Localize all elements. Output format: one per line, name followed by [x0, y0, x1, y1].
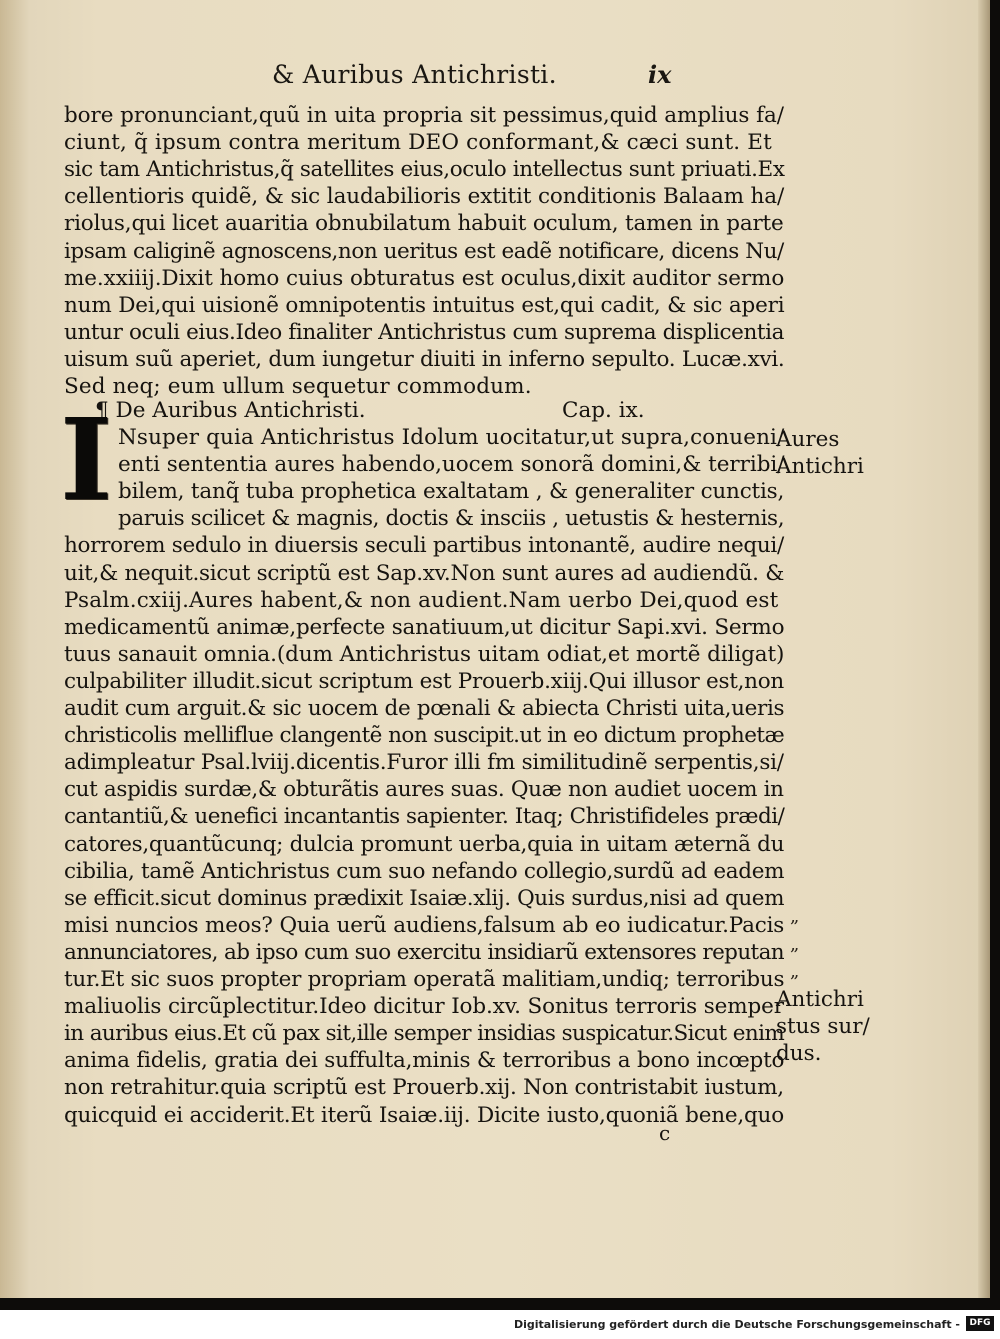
folio-number: ix	[648, 60, 672, 89]
text-line: cibilia, tamẽ Antichristus cum suo nefando collegio,surdũ ad eadem	[64, 858, 785, 884]
text-line: tuus sanauit omnia.(dum Antichristus uitam odiat,et mortẽ diligat)	[64, 641, 785, 667]
text-line: ipsam caliginẽ agnoscens,non ueritus est eadẽ notificare, dicens Nu/	[64, 238, 784, 264]
margin-note-surdus-3: dus.	[776, 1041, 822, 1066]
text-line: enti sententia aures habendo,uocem sonorã domini,& terribi/	[118, 452, 785, 478]
text-line: anima fidelis, gratia dei suffulta,minis & terroribus a bono incœpto	[64, 1048, 785, 1074]
footer-credit: Digitalisierung gefördert durch die Deutsche Forschungsgemeinschaft -	[513, 1318, 960, 1331]
text-line: quicquid ei acciderit.Et iterũ Isaiæ.iij. Dicite iusto,quoniã bene,quo	[64, 1102, 784, 1128]
text-line: adimpleatur Psal.lviij.dicentis.Furor illi fm similitudinẽ serpentis,si/	[64, 750, 784, 776]
margin-note-aures-2: Antichri	[776, 454, 864, 479]
text-line: bore pronunciant,quũ in uita propria sit pessimus,quid amplius fa/	[64, 103, 784, 128]
chapter-label: Cap. ix.	[562, 398, 645, 423]
margin-quote-mark: „	[790, 961, 800, 982]
page-edge	[978, 0, 990, 1298]
text-line: Nsuper quia Antichristus Idolum uocitatur,ut supra,conueni/	[118, 425, 785, 450]
text-line: maliuolis circũplectitur.Ideo dicitur Iob.xv. Sonitus terroris semper	[64, 994, 784, 1020]
text-line: christicolis melliflue clangentẽ non suscipit.ut in eo dictum prophetæ	[64, 723, 785, 749]
text-line: me.xxiiij.Dixit homo cuius obturatus est oculus,dixit auditor sermo	[64, 265, 785, 291]
text-line: cut aspidis surdæ,& obturãtis aures suas. Quæ non audiet uocem in	[64, 777, 784, 803]
text-line: ciunt, q̃ ipsum contra meritum DEO conformant,& cæci sunt. Et	[64, 130, 772, 156]
text-line: num Dei,qui uisionẽ omnipotentis intuitus est,qui cadit, & sic aperi	[64, 292, 785, 318]
margin-note-surdus-1: Antichri	[776, 987, 864, 1012]
text-line: cellentioris quidẽ, & sic laudabilioris extitit conditionis Balaam ha/	[64, 184, 785, 210]
catchword-signature: c	[659, 1121, 671, 1145]
text-line: non retrahitur.quia scriptũ est Prouerb.xij. Non contristabit iustum,	[64, 1075, 784, 1101]
text-line: catores,quantũcunq; dulcia promunt uerba,quia in uitam æternã du	[64, 831, 785, 857]
text-line: audit cum arguit.& sic uocem de pœnali & abiecta Christi uita,ueris	[64, 696, 785, 721]
text-line: culpabiliter illudit.sicut scriptum est Prouerb.xiij.Qui illusor est,non	[64, 668, 784, 694]
text-line: bilem, tanq̃ tuba prophetica exaltatam , & generaliter cunctis,	[118, 479, 785, 505]
text-line: untur oculi eius.Ideo finaliter Antichristus cum suprema displicentia	[64, 319, 785, 345]
text-line: horrorem sedulo in diuersis seculi partibus intonantẽ, audire nequi/	[64, 533, 784, 559]
text-line: cantantiũ,& uenefici incantantis sapienter. Itaq; Christifideles prædi/	[64, 804, 785, 830]
running-head-title: & Auribus Antichristi.	[272, 60, 557, 89]
text-line: Sed neq; eum ullum sequetur commodum.	[64, 374, 532, 399]
text-line: medicamentũ animæ,perfecte sanatiuum,ut dicitur Sapi.xvi. Sermo	[64, 614, 785, 640]
text-line: sic tam Antichristus,q̃ satellites eius,oculo intellectus sunt priuati.Ex	[64, 157, 785, 183]
text-line: se efficit.sicut dominus prædixit Isaiæ.xlij. Quis surdus,nisi ad quem	[64, 885, 785, 911]
chapter-title: ¶ De Auribus Antichristi.	[95, 398, 366, 423]
dfg-logo: DFG	[966, 1316, 994, 1331]
text-line: uit,& nequit.sicut scriptũ est Sap.xv.Non sunt aures ad audiendũ. &	[64, 560, 785, 586]
margin-quote-mark: „	[790, 906, 800, 927]
text-line: uisum suũ aperiet, dum iungetur diuiti in inferno sepulto. Lucæ.xvi.	[64, 346, 785, 372]
margin-note-aures-1: Aures	[776, 427, 840, 452]
digitization-footer	[0, 1310, 1000, 1339]
text-line: paruis scilicet & magnis, doctis & insciis , uetustis & hesternis,	[118, 506, 785, 532]
margin-note-surdus-2: stus sur/	[776, 1014, 870, 1039]
margin-quote-mark: „	[790, 934, 800, 955]
text-line: in auribus eius.Et cũ pax sit,ille semper insidias suspicatur.Sicut enim	[64, 1021, 785, 1047]
text-line: misi nuncios meos? Quia uerũ audiens,falsum ab eo iudicatur.Pacis	[64, 912, 785, 938]
text-line: tur.Et sic suos propter propriam operatã malitiam,undiq; terroribus	[64, 967, 785, 992]
text-line: riolus,qui licet auaritia obnubilatum habuit oculum, tamen in parte	[64, 211, 784, 237]
text-line: Psalm.cxiij.Aures habent,& non audient.Nam uerbo Dei,quod est	[64, 587, 779, 613]
drop-cap-initial: I	[60, 395, 113, 526]
text-line: annunciatores, ab ipso cum suo exercitu insidiarũ extensores reputan	[64, 939, 785, 965]
